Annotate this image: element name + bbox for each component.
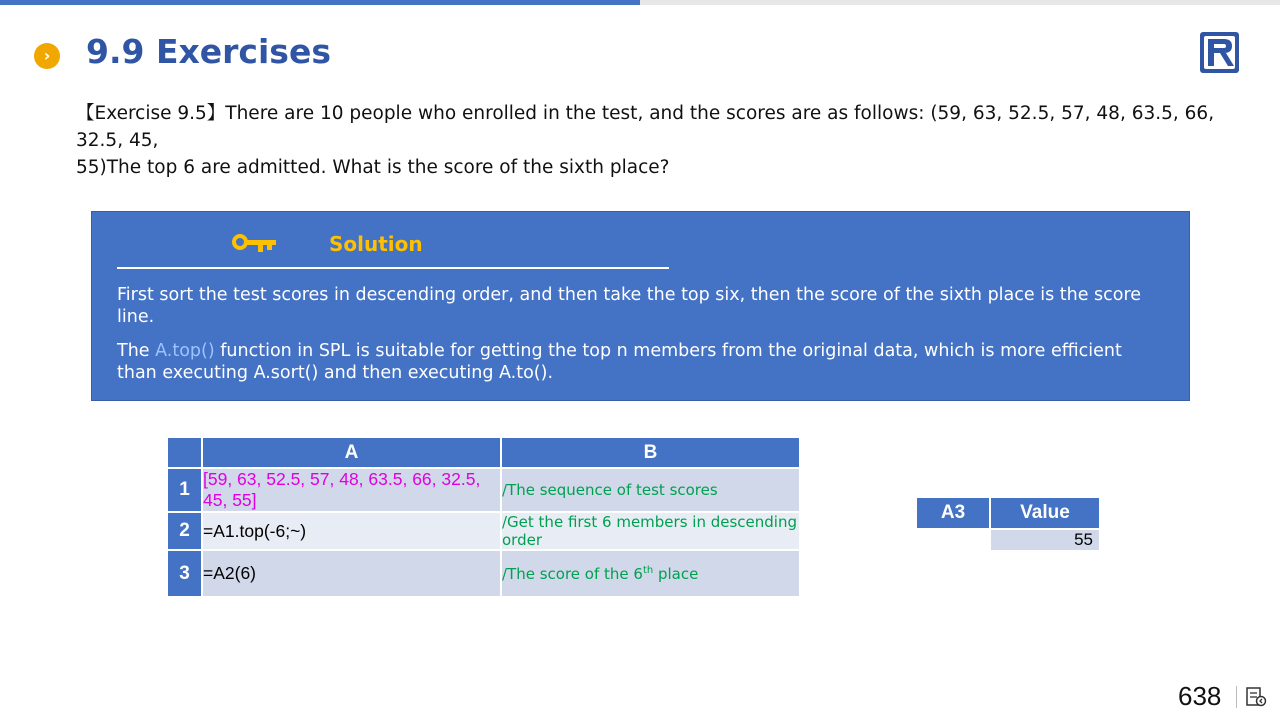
raqsoft-logo-icon <box>1199 31 1240 74</box>
comment-text-end: place <box>653 564 699 583</box>
grid-row <box>167 468 800 512</box>
para2-prefix: The <box>117 341 156 361</box>
result-value: 55 <box>990 529 1100 551</box>
exercise-text <box>76 100 1236 181</box>
cell-a1[interactable]: [59, 63, 52.5, 57, 48, 63.5, 66, 32.5, 45, 55] <box>202 468 501 512</box>
corner-cell[interactable] <box>167 437 202 468</box>
exercise-line-1: 【Exercise 9.5】There are 10 people who enrolled in the test, and the scores are as follows: (59, 63, 52.5, 57, 48, 63.5, 66, 32.5, 45, <box>76 103 1215 151</box>
notes-icon[interactable] <box>1245 686 1267 708</box>
result-cell-name: A3 <box>916 497 990 529</box>
solution-paragraph-2 <box>117 340 1167 384</box>
ordinal-suffix: th <box>642 564 654 576</box>
comment-text: /The score of the 6 <box>502 564 643 583</box>
progress-fill <box>0 0 640 5</box>
chevron-right-icon: › <box>34 43 60 69</box>
cell-b3[interactable] <box>501 550 800 597</box>
cell-b2[interactable]: /Get the first 6 members in descending order <box>501 512 800 550</box>
cell-a2[interactable]: =A1.top(-6;~) <box>202 512 501 550</box>
column-header-b[interactable]: B <box>501 437 800 468</box>
progress-bar <box>0 0 1280 5</box>
row-header[interactable]: 1 <box>167 468 202 512</box>
spl-grid <box>166 436 801 598</box>
column-header-a[interactable]: A <box>202 437 501 468</box>
function-highlight: A.top() <box>155 341 215 361</box>
result-empty-cell <box>916 529 990 551</box>
footer-divider <box>1236 686 1237 708</box>
result-table <box>915 496 1101 552</box>
key-icon <box>232 233 278 255</box>
slide-title: 9.9 Exercises <box>86 32 331 71</box>
cell-b1[interactable]: /The sequence of test scores <box>501 468 800 512</box>
solution-panel <box>91 211 1190 401</box>
cell-a3[interactable]: =A2(6) <box>202 550 501 597</box>
row-header[interactable]: 3 <box>167 550 202 597</box>
solution-title: Solution <box>329 232 423 256</box>
grid-row <box>167 512 800 550</box>
solution-divider <box>117 267 669 269</box>
solution-paragraph-1: First sort the test scores in descending order, and then take the top six, then the score of the sixth place is the score line. <box>117 285 1142 327</box>
exercise-line-2: 55)The top 6 are admitted. What is the score of the sixth place? <box>76 157 670 178</box>
result-value-header: Value <box>990 497 1100 529</box>
grid-row <box>167 550 800 597</box>
para2-suffix: function in SPL is suitable for getting the top n members from the original data, which is more efficient than executing A.sort() and then executing A.to(). <box>117 341 1122 383</box>
row-header[interactable]: 2 <box>167 512 202 550</box>
page-number: 638 <box>1178 681 1222 711</box>
